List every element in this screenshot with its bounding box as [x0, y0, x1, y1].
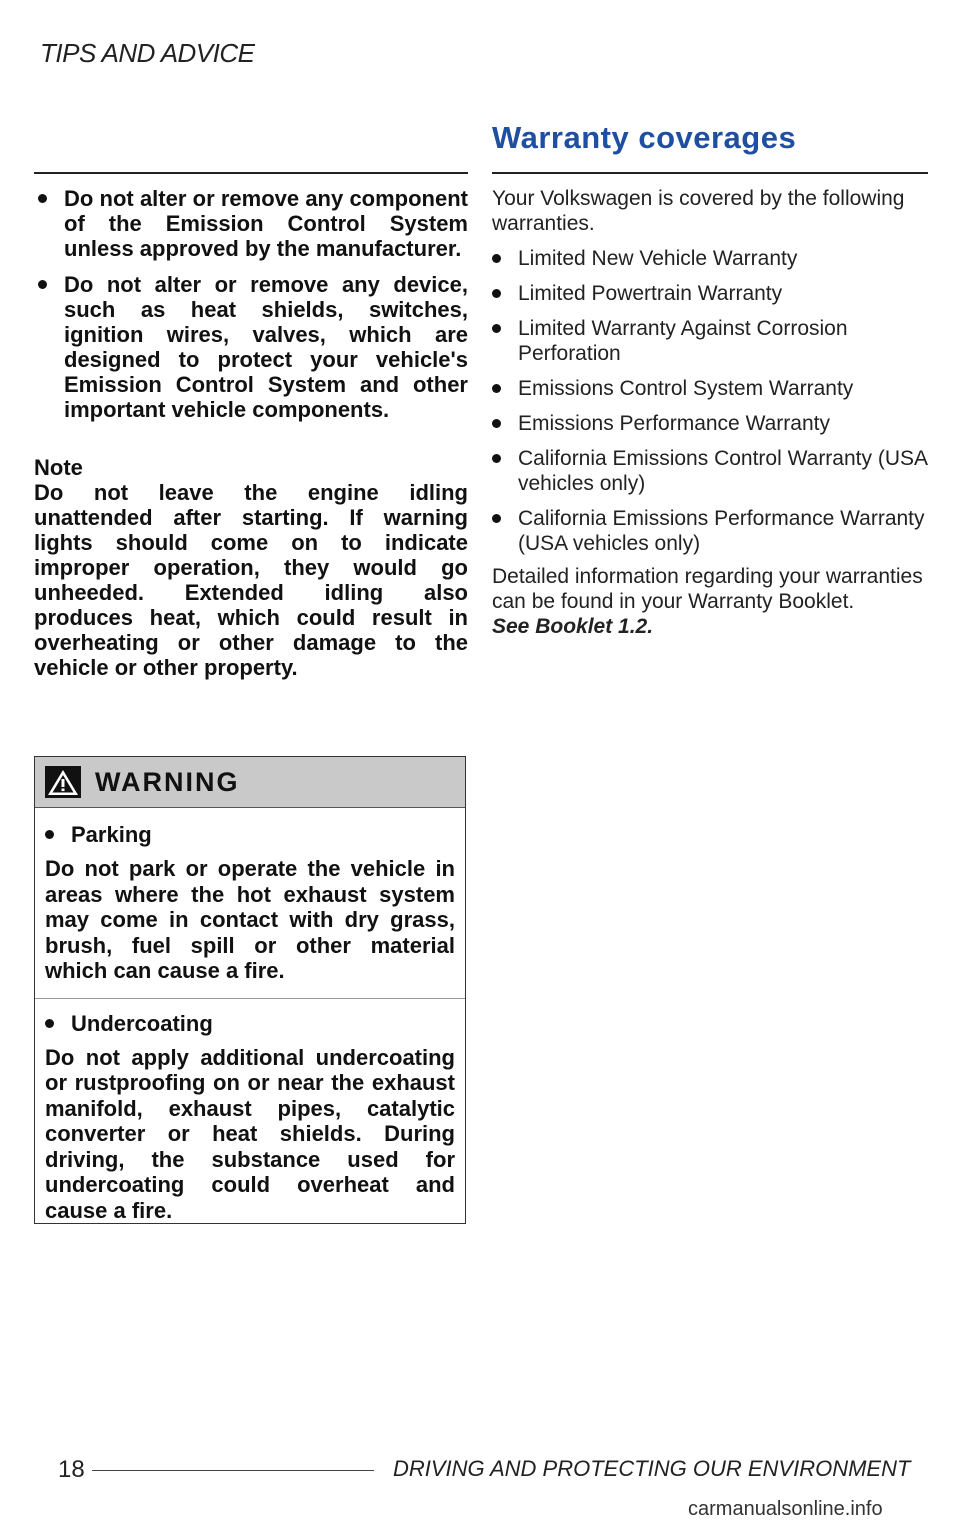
left-column-rule: [34, 172, 468, 174]
bullet-icon: [45, 830, 54, 839]
bullet-paragraph: [34, 186, 468, 261]
warning-divider: [35, 998, 465, 999]
warning-header: [35, 757, 465, 808]
bullet-text: Do not alter or remove any device, such as heat shields, switches, ignition wires, valves, which are designed to protect your vehicle's Emission Control System and other important vehicle components.: [64, 272, 468, 422]
warranty-list: [492, 246, 928, 556]
warning-box: [34, 756, 466, 1224]
bullet-icon: [38, 194, 47, 203]
bullet-icon: [492, 254, 501, 263]
booklet-reference: See Booklet 1.2.: [492, 615, 654, 638]
note-text: Do not leave the engine idling unattended after starting. If warning lights should come on to indicate improper operation, they would go unheeded. Extended idling also produces heat, which could result in overheating or other damage to the vehicle or other property.: [34, 480, 468, 680]
warranty-content: [492, 186, 928, 639]
footer-rule: [92, 1470, 374, 1471]
bullet-icon: [45, 1019, 54, 1028]
list-item: Emissions Control System Warranty: [492, 376, 928, 401]
bullet-icon: [492, 324, 501, 333]
right-column-rule: [492, 172, 928, 174]
warning-item-heading: Undercoating: [45, 1011, 455, 1037]
bullet-icon: [492, 454, 501, 463]
bullet-icon: [492, 289, 501, 298]
bullet-paragraph: [34, 272, 468, 422]
note-label: Note: [34, 455, 83, 480]
list-item: Limited Powertrain Warranty: [492, 281, 928, 306]
page-number: 18: [58, 1456, 85, 1483]
warning-title: WARNING: [95, 766, 240, 797]
warning-item-text: Do not park or operate the vehicle in areas where the hot exhaust system may come in contact with dry grass, brush, fuel spill or other material which can cause a fire.: [45, 856, 455, 983]
warning-triangle-icon: [45, 766, 81, 798]
section-header: TIPS AND ADVICE: [40, 38, 255, 68]
warranty-detail: Detailed information regarding your warranties can be found in your Warranty Booklet.: [492, 565, 923, 613]
right-column: [492, 120, 928, 156]
bullet-icon: [492, 384, 501, 393]
section-title: Warranty coverages: [492, 120, 797, 155]
bullet-icon: [492, 514, 501, 523]
list-item: Limited New Vehicle Warranty: [492, 246, 928, 271]
list-item: California Emissions Performance Warranty (USA vehicles only): [492, 506, 928, 556]
list-item: Limited Warranty Against Corrosion Perforation: [492, 316, 928, 366]
bullet-icon: [492, 419, 501, 428]
chapter-title: DRIVING AND PROTECTING OUR ENVIRONMENT: [393, 1456, 911, 1481]
warranty-intro: Your Volkswagen is covered by the following warranties.: [492, 187, 905, 235]
list-item: California Emissions Control Warranty (USA vehicles only): [492, 446, 928, 496]
left-column: [34, 186, 468, 680]
watermark: carmanualsonline.info: [688, 1498, 883, 1520]
list-item: Emissions Performance Warranty: [492, 411, 928, 436]
bullet-text: Do not alter or remove any component of the Emission Control System unless approved by the manufacturer.: [64, 186, 468, 261]
warning-body: [35, 808, 465, 1223]
warning-item-heading: Parking: [45, 822, 455, 848]
bullet-icon: [38, 280, 47, 289]
warning-item-text: Do not apply additional undercoating or rustproofing on or near the exhaust manifold, exhaust pipes, catalytic converter or heat shields. During driving, the substance used for undercoating could overheat and cause a fire.: [45, 1044, 455, 1223]
